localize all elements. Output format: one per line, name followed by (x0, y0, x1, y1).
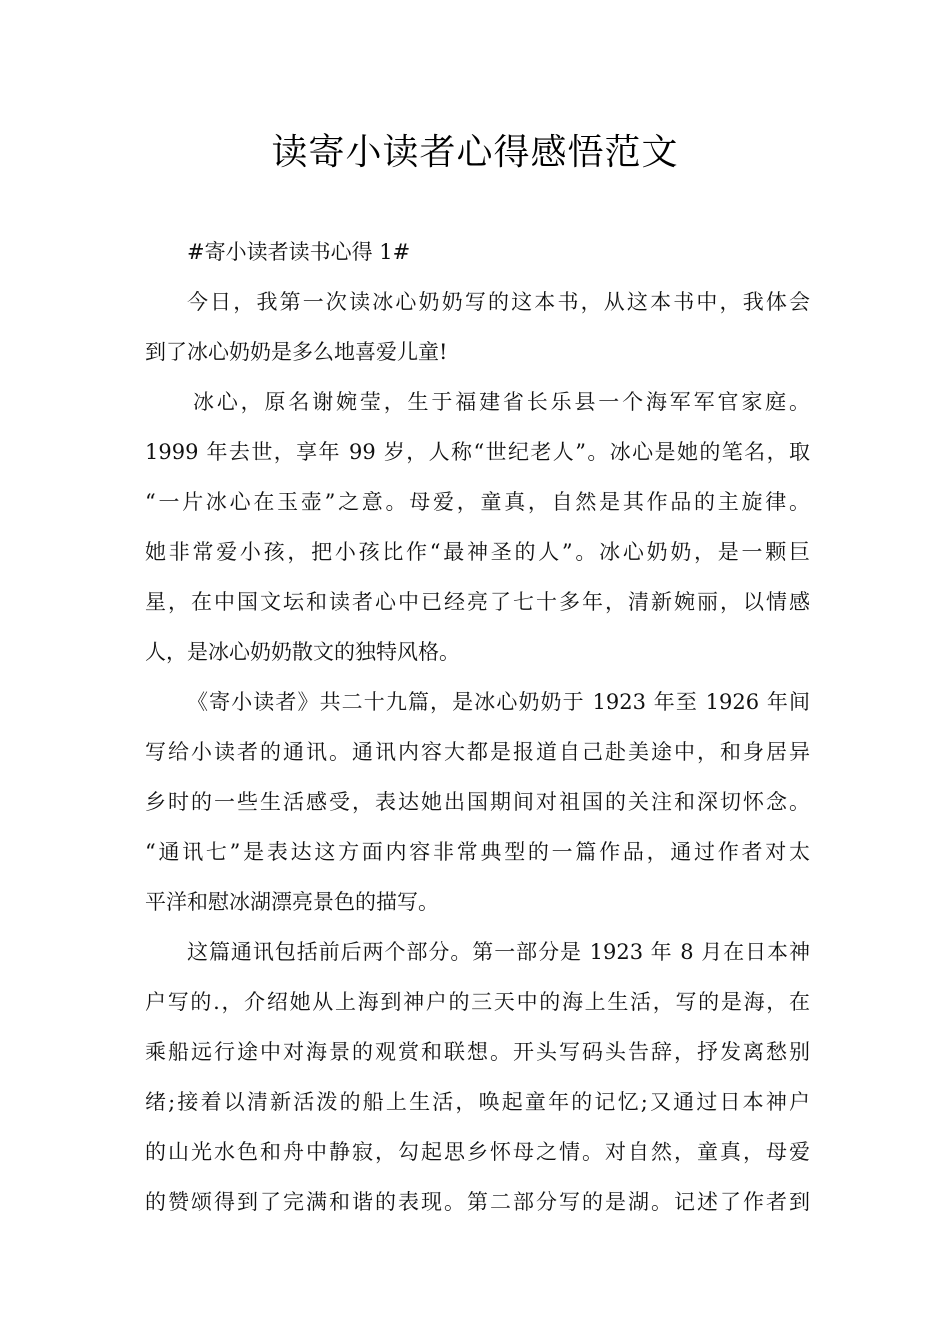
document-body (145, 227, 810, 1227)
paragraph-line: 星，在中国文坛和读者心中已经亮了七十多年，清新婉丽，以情感 (145, 590, 810, 614)
paragraph-line: 1999 年去世，享年 99 岁，人称“世纪老人”。冰心是她的笔名，取 (145, 440, 810, 464)
paragraph-line: 户写的.，介绍她从上海到神户的三天中的海上生活，写的是海，在 (145, 990, 810, 1014)
paragraph-line: 平洋和慰冰湖漂亮景色的描写。 (145, 890, 439, 914)
paragraph-line: 这篇通讯包括前后两个部分。第一部分是 1923 年 8 月在日本神 (187, 940, 810, 964)
paragraph-line: 绪;接着以清新活泼的船上生活，唤起童年的记忆;又通过日本神户 (145, 1090, 810, 1114)
paragraph-line: 人，是冰心奶奶散文的独特风格。 (145, 640, 460, 664)
paragraph-line: 乘船远行途中对海景的观赏和联想。开头写码头告辞，抒发离愁别 (145, 1040, 810, 1064)
paragraph-line: 到了冰心奶奶是多么地喜爱儿童! (145, 340, 448, 364)
paragraph-line: 《寄小读者》共二十九篇，是冰心奶奶于 1923 年至 1926 年间 (187, 690, 810, 714)
paragraph-line: “一片冰心在玉壶”之意。母爱，童真，自然是其作品的主旋律。 (145, 490, 810, 514)
paragraph-line: 冰心，原名谢婉莹，生于福建省长乐县一个海军军官家庭。 (193, 390, 810, 414)
paragraph-line: 乡时的一些生活感受，表达她出国期间对祖国的关注和深切怀念。 (145, 790, 810, 814)
section-heading: #寄小读者读书心得 1# (187, 240, 411, 264)
paragraph-line: “通讯七”是表达这方面内容非常典型的一篇作品，通过作者对太 (145, 840, 810, 864)
paragraph-line: 她非常爱小孩，把小孩比作“最神圣的人”。冰心奶奶，是一颗巨 (145, 540, 810, 564)
paragraph-line: 写给小读者的通讯。通讯内容大都是报道自己赴美途中，和身居异 (145, 740, 810, 764)
paragraph-line: 的山光水色和舟中静寂，勾起思乡怀母之情。对自然，童真，母爱 (145, 1140, 810, 1164)
paragraph-line: 今日，我第一次读冰心奶奶写的这本书，从这本书中，我体会 (187, 290, 810, 314)
document-title: 读寄小读者心得感悟范文 (271, 132, 679, 173)
paragraph-line: 的赞颂得到了完满和谐的表现。第二部分写的是湖。记述了作者到 (145, 1190, 810, 1214)
